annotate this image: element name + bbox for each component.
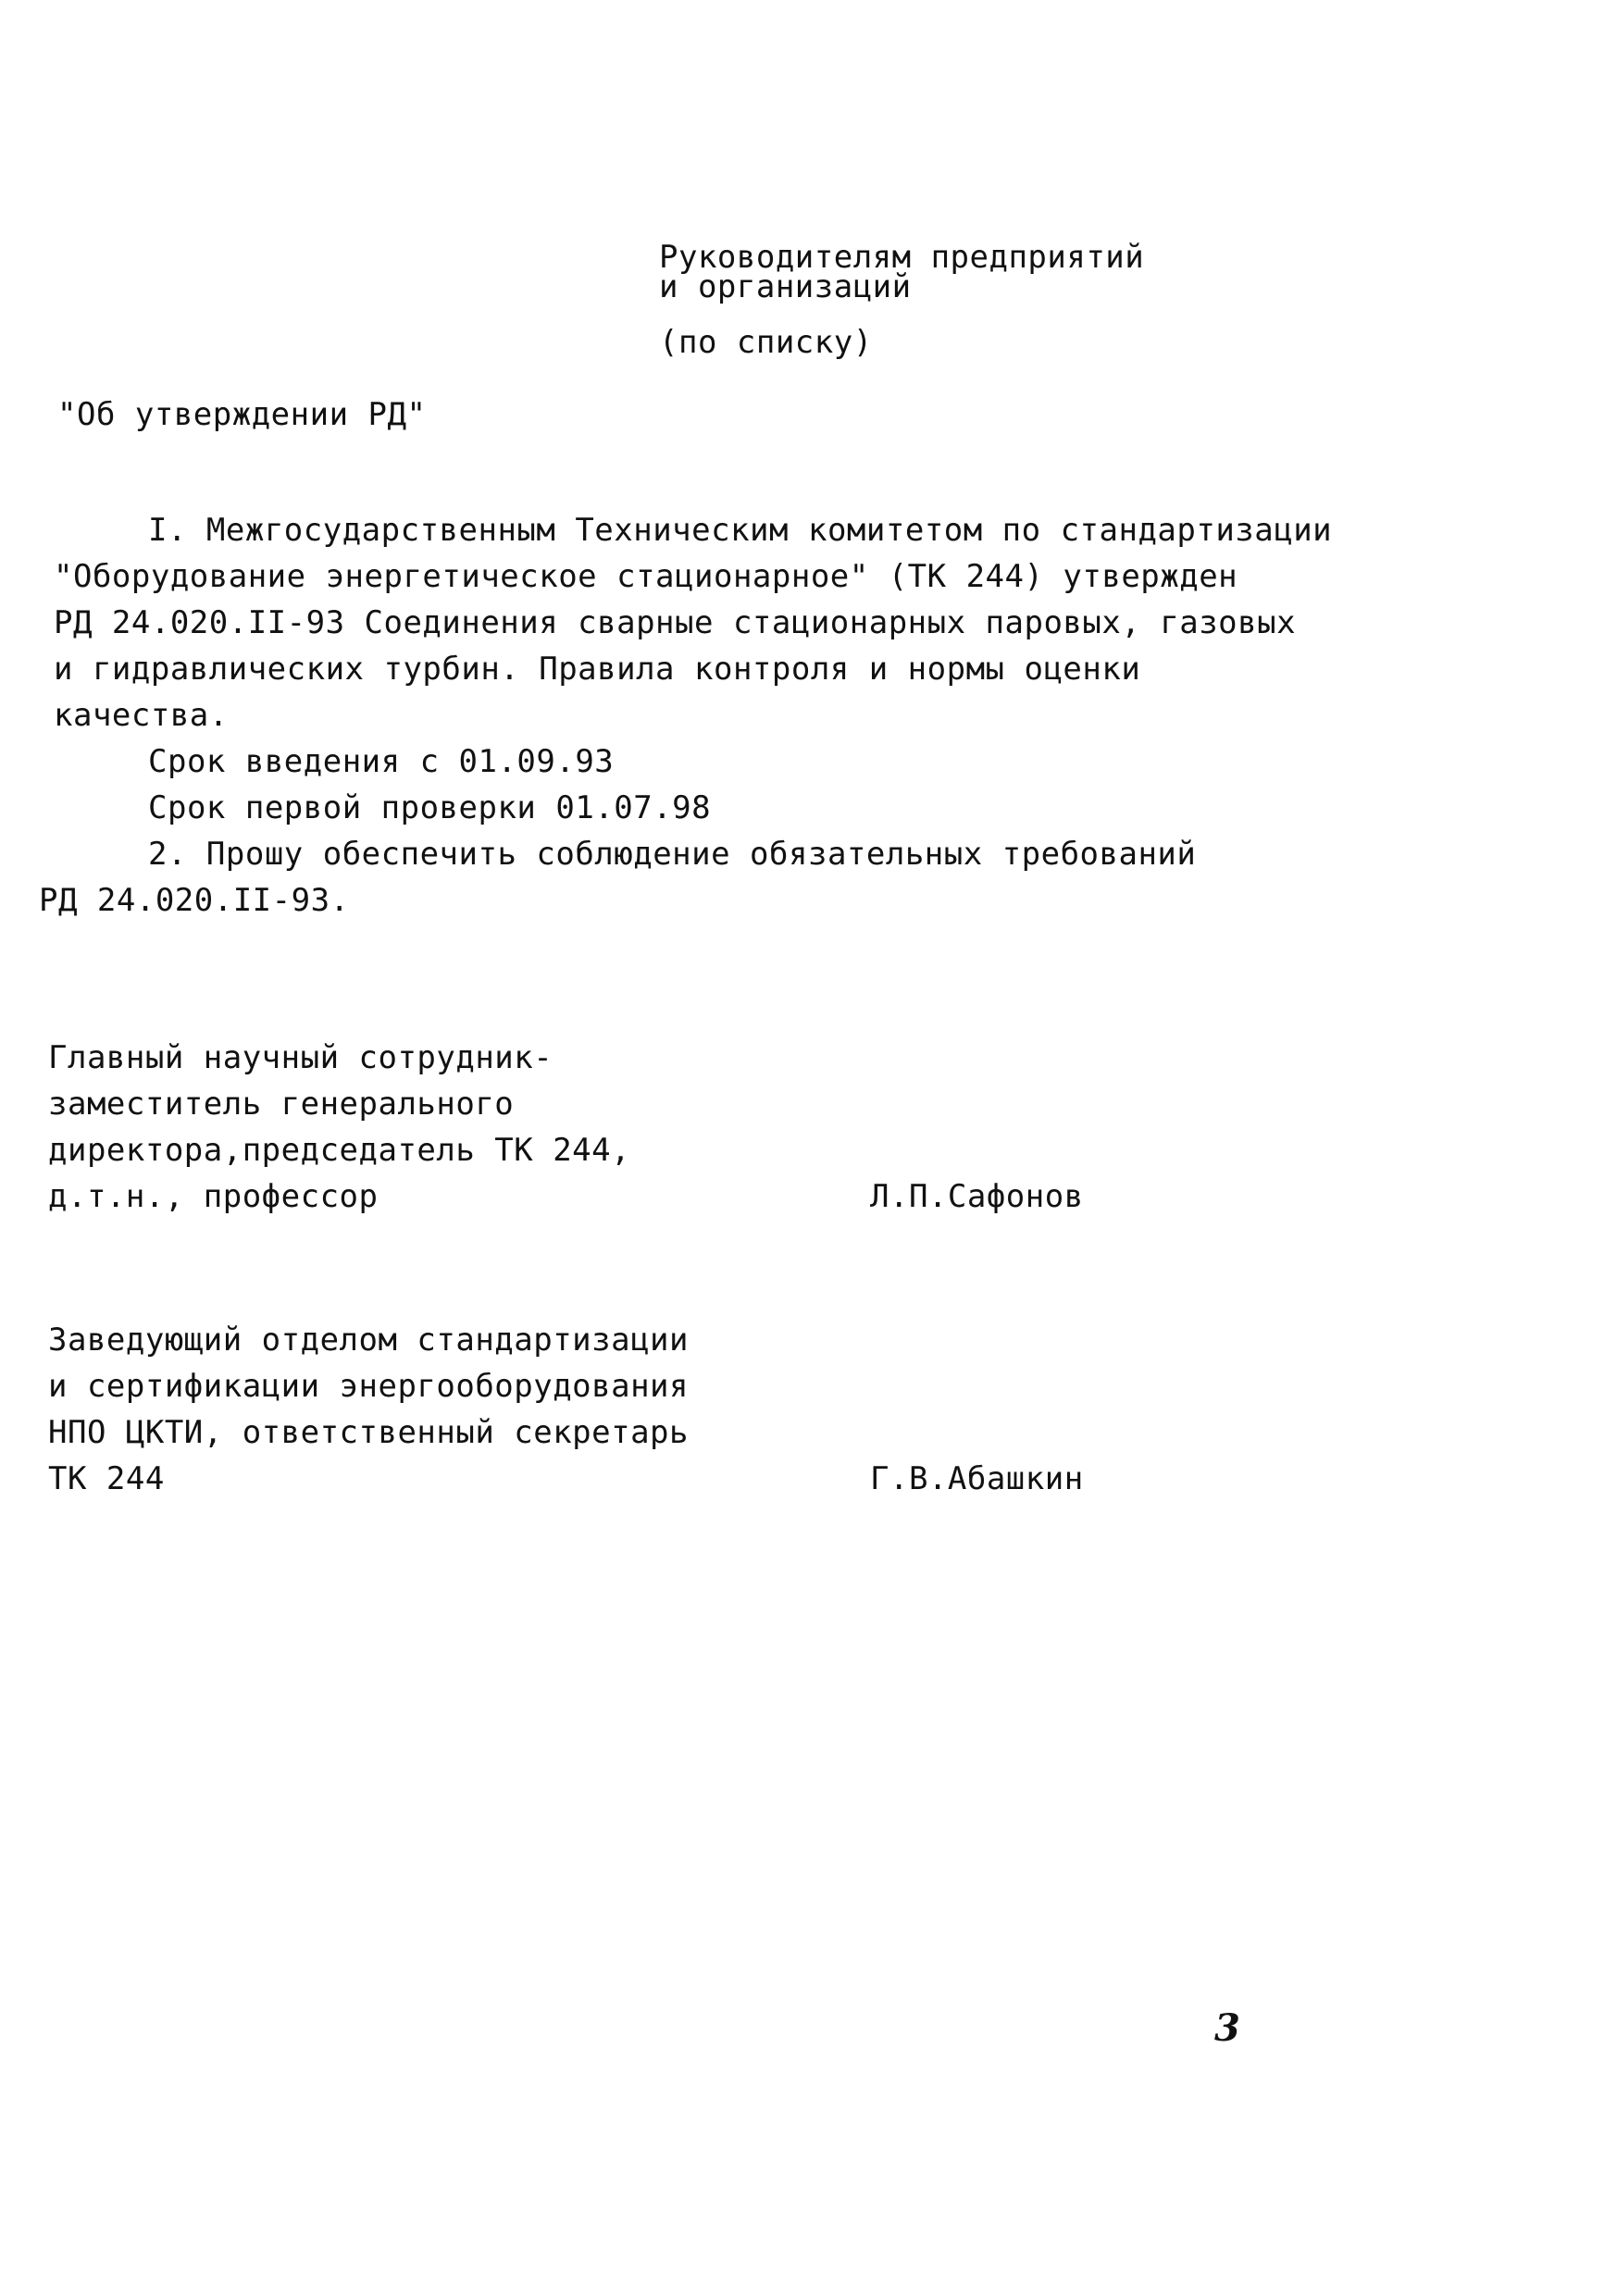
item-1-line-5: качества. [54, 697, 229, 734]
page-number: 3 [1214, 2006, 1240, 2050]
signature-1-position-line-3: директора,председатель ТК 244, [48, 1132, 631, 1169]
signature-2-position-line-2: и сертификации энергооборудования [48, 1368, 690, 1405]
subject-line: "Об утверждении РД" [57, 396, 427, 433]
item-1-line-1: I. Межгосударственным Техническим комитетом по стандартизации [148, 512, 1333, 549]
signature-1-name: Л.П.Сафонов [870, 1178, 1084, 1215]
item-1-line-3: РД 24.020.II-93 Соединения сварные стационарных паровых, газовых [54, 604, 1297, 641]
item-1-line-2: "Оборудование энергетическое стационарное" (ТК 244) утвержден [54, 558, 1238, 595]
signature-2-position-line-3: НПО ЦКТИ, ответственный секретарь [48, 1414, 690, 1451]
signature-2-position-line-4: ТК 244 [48, 1460, 165, 1497]
addressee-line-1: Руководителям предприятий [659, 239, 1145, 276]
addressee-line-3: (по списку) [659, 324, 873, 361]
intro-date-line: Срок введения с 01.09.93 [148, 743, 615, 780]
signature-2-position-line-1: Заведующий отделом стандартизации [48, 1322, 690, 1359]
signature-1-position-line-2: заместитель генерального [48, 1086, 515, 1123]
item-2-line-1: 2. Прошу обеспечить соблюдение обязательных требований [148, 836, 1197, 873]
addressee-line-2: и организаций [659, 268, 912, 305]
signature-1-position-line-1: Главный научный сотрудник- [48, 1039, 554, 1076]
signature-1-position-line-4: д.т.н., профессор [48, 1178, 379, 1215]
review-date-line: Срок первой проверки 01.07.98 [148, 789, 712, 826]
signature-2-name: Г.В.Абашкин [870, 1460, 1084, 1497]
item-1-line-4: и гидравлических турбин. Правила контроля и нормы оценки [54, 651, 1141, 688]
item-2-line-2: РД 24.020.II-93. [39, 882, 350, 919]
